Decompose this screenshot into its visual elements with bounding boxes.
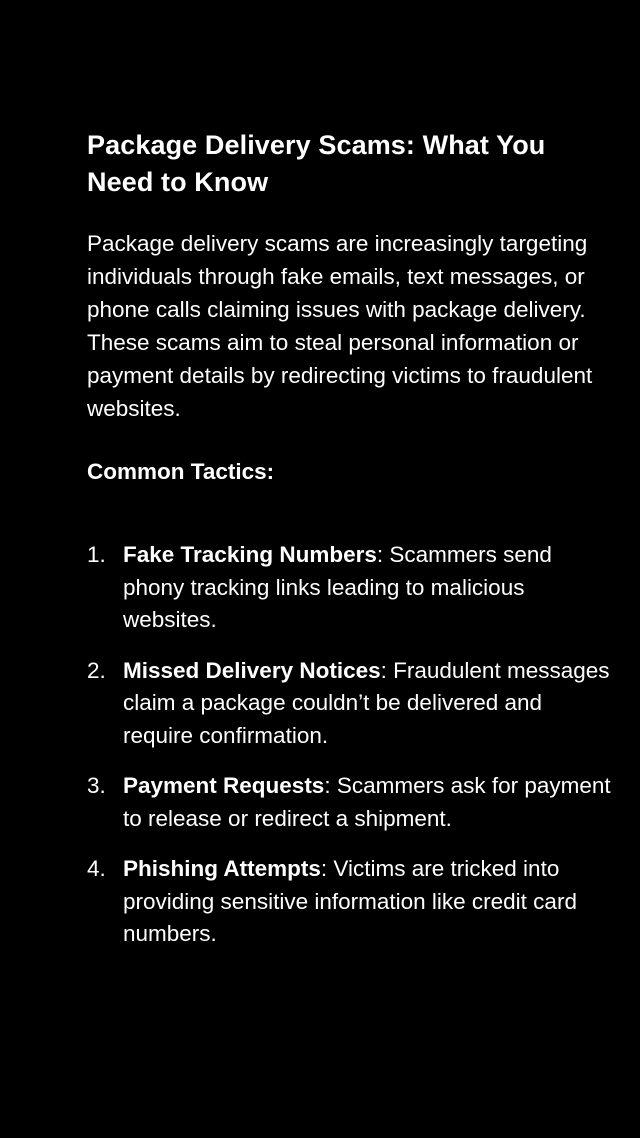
list-number: 1. [87,542,106,567]
tactic-term: Missed Delivery Notices [123,657,381,683]
tactic-description: : Fraudulent messages claim a package couldn’t be delivered and require confirmation. [123,657,610,748]
common-tactics-heading: Common Tactics: [87,459,275,484]
list-number: 2. [87,657,106,683]
tactic-description: : Scammers ask for payment to release or redirect a shipment. [123,773,611,831]
list-number: 4. [87,856,106,881]
tactic-term: Phishing Attempts [123,856,321,881]
tactic-description: : Victims are tricked into providing sensitive information like credit card numbers. [123,856,577,946]
tactic-description: : Scammers send phony tracking links leading to malicious websites. [123,542,552,632]
intro-paragraph: Package delivery scams are increasingly targeting individuals through fake emails, text messages, or phone calls claiming issues with package delivery. These scams aim to steal personal information or payment details by redirecting victims to fraudulent websites. [87,231,593,421]
tactic-term: Payment Requests [123,773,325,798]
list-number: 3. [87,773,106,798]
tactics-list [87,539,617,951]
article [87,127,617,969]
tactic-item-missed-delivery [87,655,617,753]
article-title: Package Delivery Scams: What You Need to Know [87,130,546,197]
tactic-item-phishing [87,853,617,951]
tactic-term: Fake Tracking Numbers [123,542,377,567]
tactic-item-fake-tracking [87,539,617,637]
tactic-item-payment-requests [87,770,617,835]
